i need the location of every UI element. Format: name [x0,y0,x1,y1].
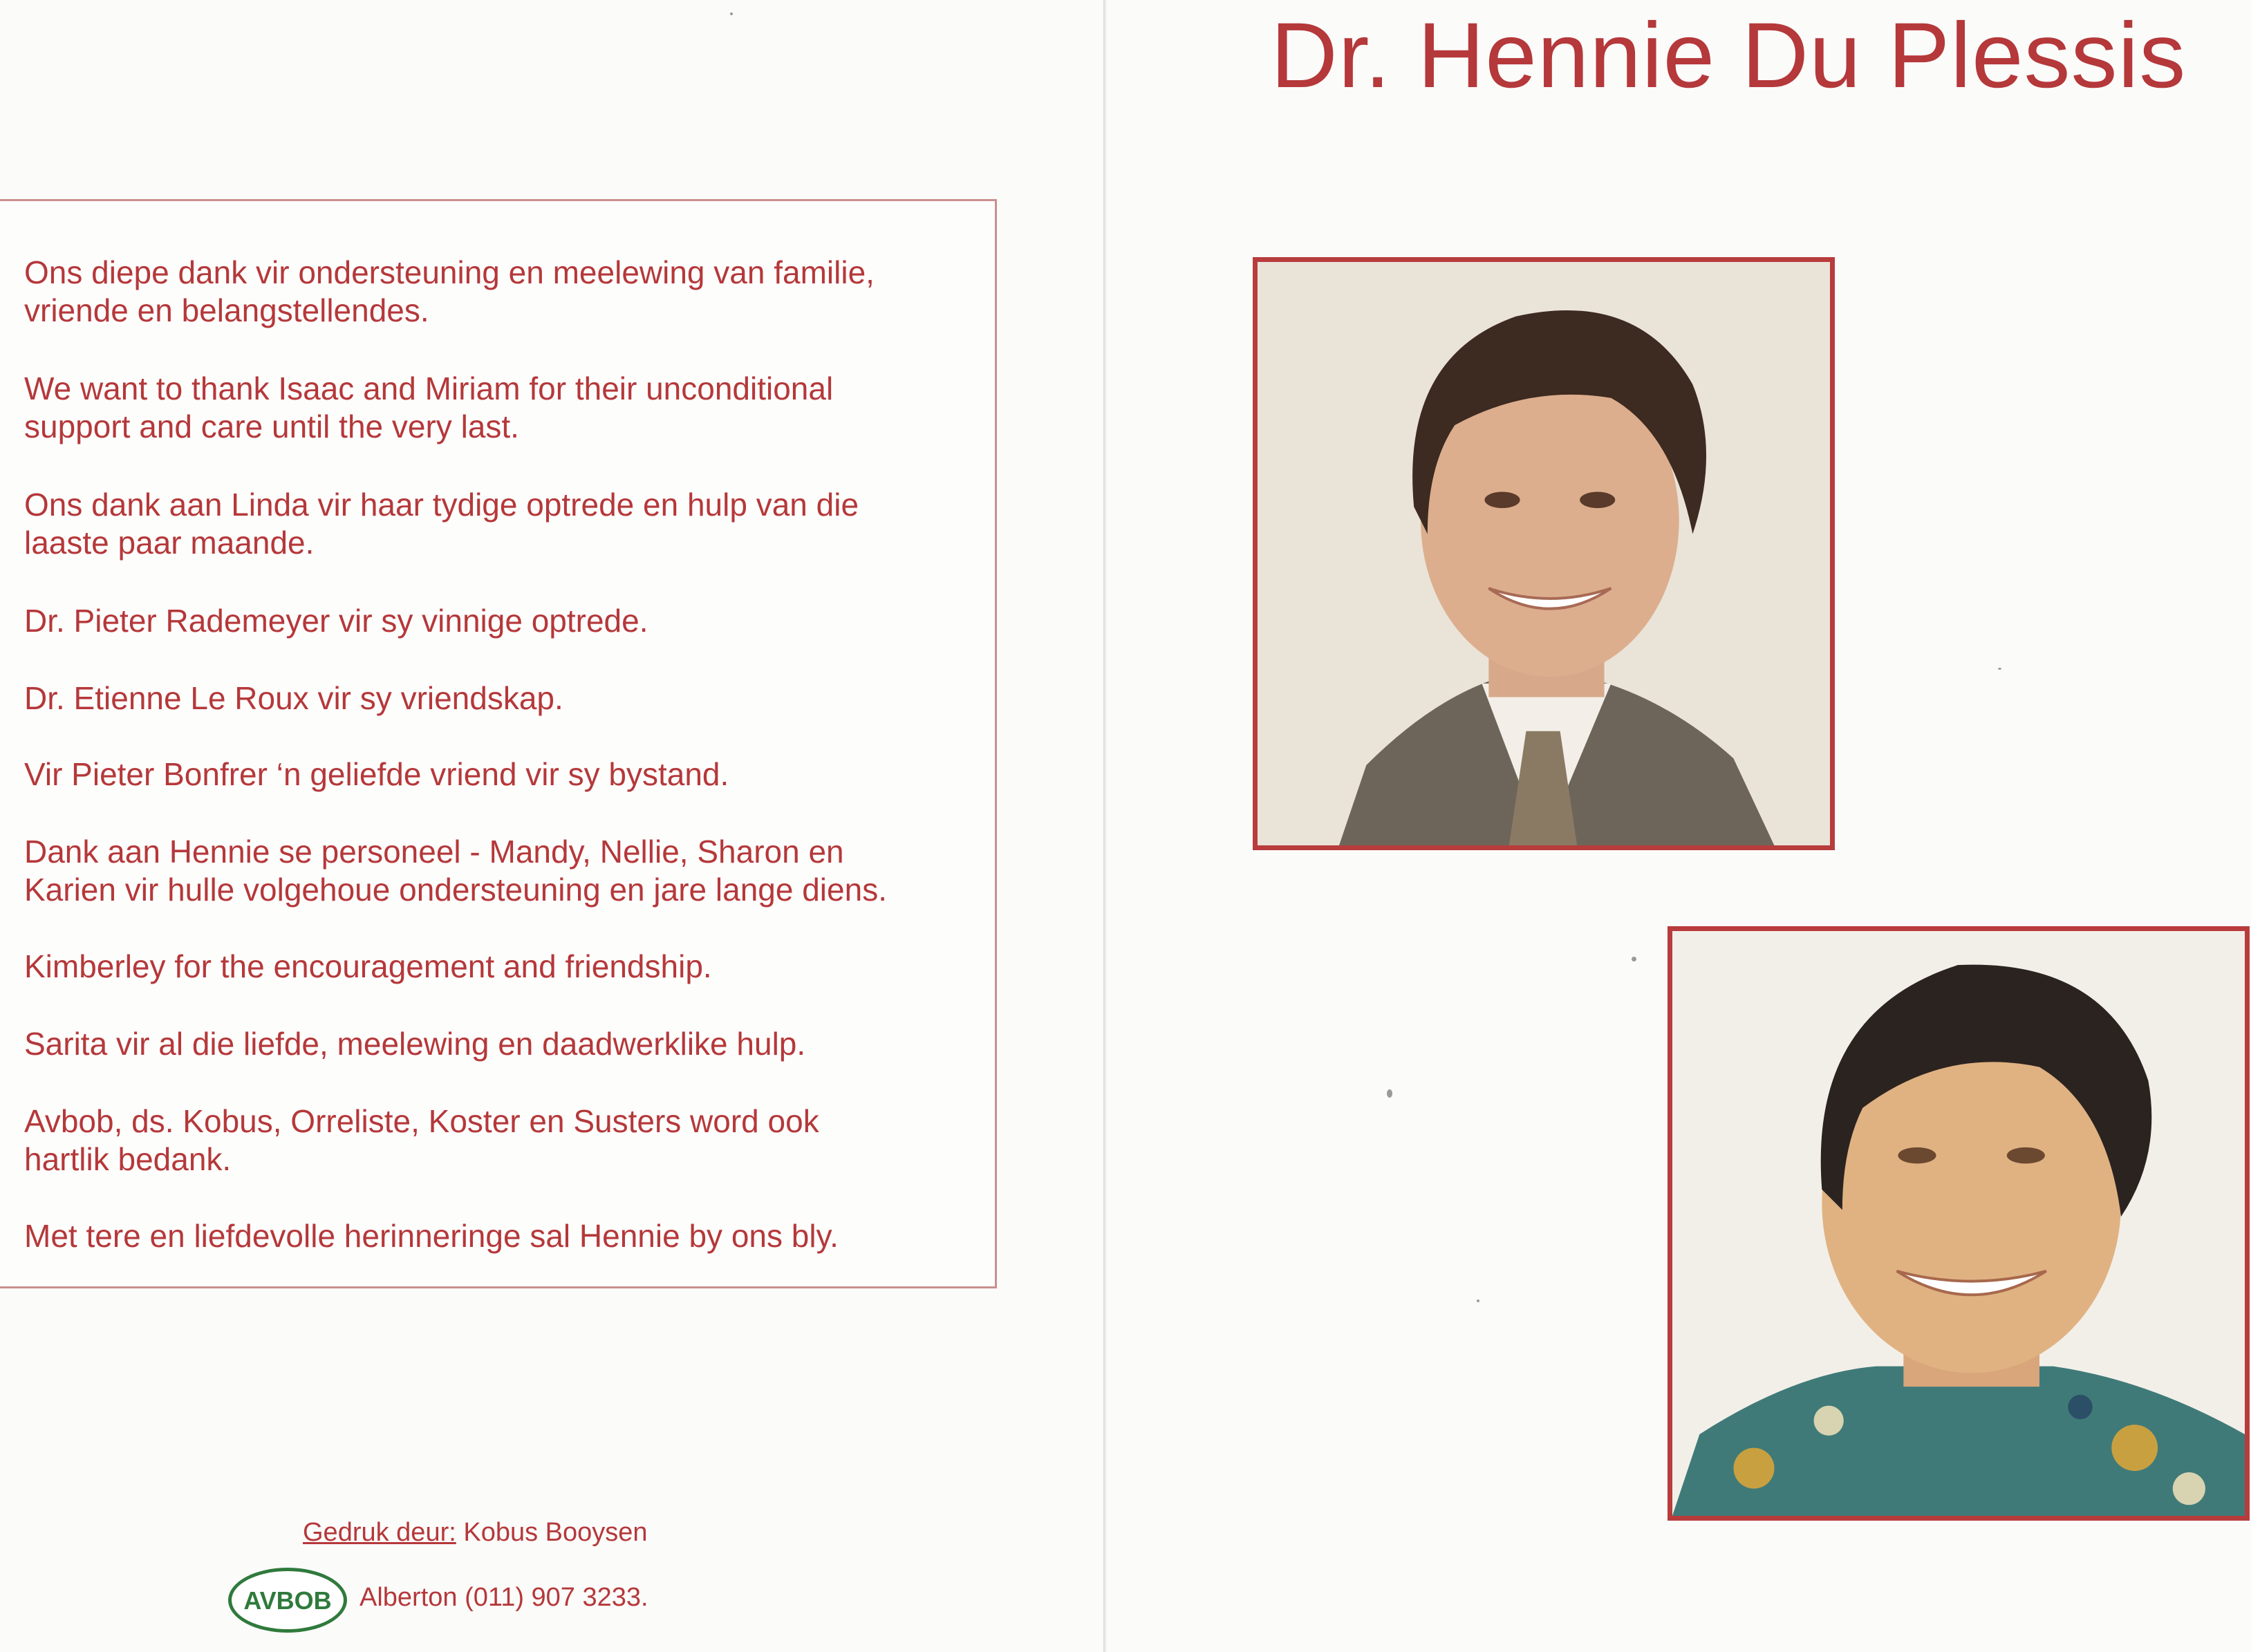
page-title: Dr. Hennie Du Plessis [1271,4,2187,107]
thanks-paragraph: Dr. Pieter Rademeyer vir sy vinnige optrede. [24,603,648,639]
scan-speck [1632,957,1636,961]
printed-by-line [303,1518,648,1548]
scan-speck [1387,1089,1392,1098]
scan-speck [1998,668,2001,670]
portrait-photo-young [1253,257,1835,850]
contact-line: Alberton (011) 907 3233. [359,1583,648,1612]
thanks-box [0,199,997,1288]
scan-speck [730,12,733,15]
avbob-logo-wordmark [239,1583,336,1617]
thanks-paragraph: Vir Pieter Bonfrer ‘n geliefde vriend vir sy bystand. [24,756,729,792]
printed-by-name: Kobus Booysen [463,1518,648,1547]
svg-text:AVBOB: AVBOB [243,1586,332,1615]
printed-by-label: Gedruk deur: [303,1518,456,1547]
avbob-logo [228,1568,347,1633]
thanks-paragraph: Ons diepe dank vir ondersteuning en meelewing van familie, vriende en belangstellendes. [24,254,875,328]
thanks-paragraph: Dr. Etienne Le Roux vir sy vriendskap. [24,680,563,716]
thanks-paragraph: Ons dank aan Linda vir haar tydige optrede en hulp van die laaste paar maande. [24,487,859,561]
thanks-paragraph: Dank aan Hennie se personeel - Mandy, Nellie, Sharon en Karien vir hulle volgehoue ondersteuning en jare lange diens. [24,834,887,908]
scan-speck [1477,1299,1479,1302]
left-page [0,0,1103,1652]
thanks-paragraph: Met tere en liefdevolle herinneringe sal Hennie by ons bly. [24,1218,839,1254]
thanks-paragraph: We want to thank Isaac and Miriam for their unconditional support and care until the very last. [24,370,834,444]
portrait-photo-older [1668,926,2250,1521]
thanks-paragraph: Avbob, ds. Kobus, Orreliste, Koster en Susters word ook hartlik bedank. [24,1103,819,1177]
thanks-paragraph: Sarita vir al die liefde, meelewing en daadwerklike hulp. [24,1026,806,1062]
thanks-paragraph: Kimberley for the encouragement and friendship. [24,948,712,984]
